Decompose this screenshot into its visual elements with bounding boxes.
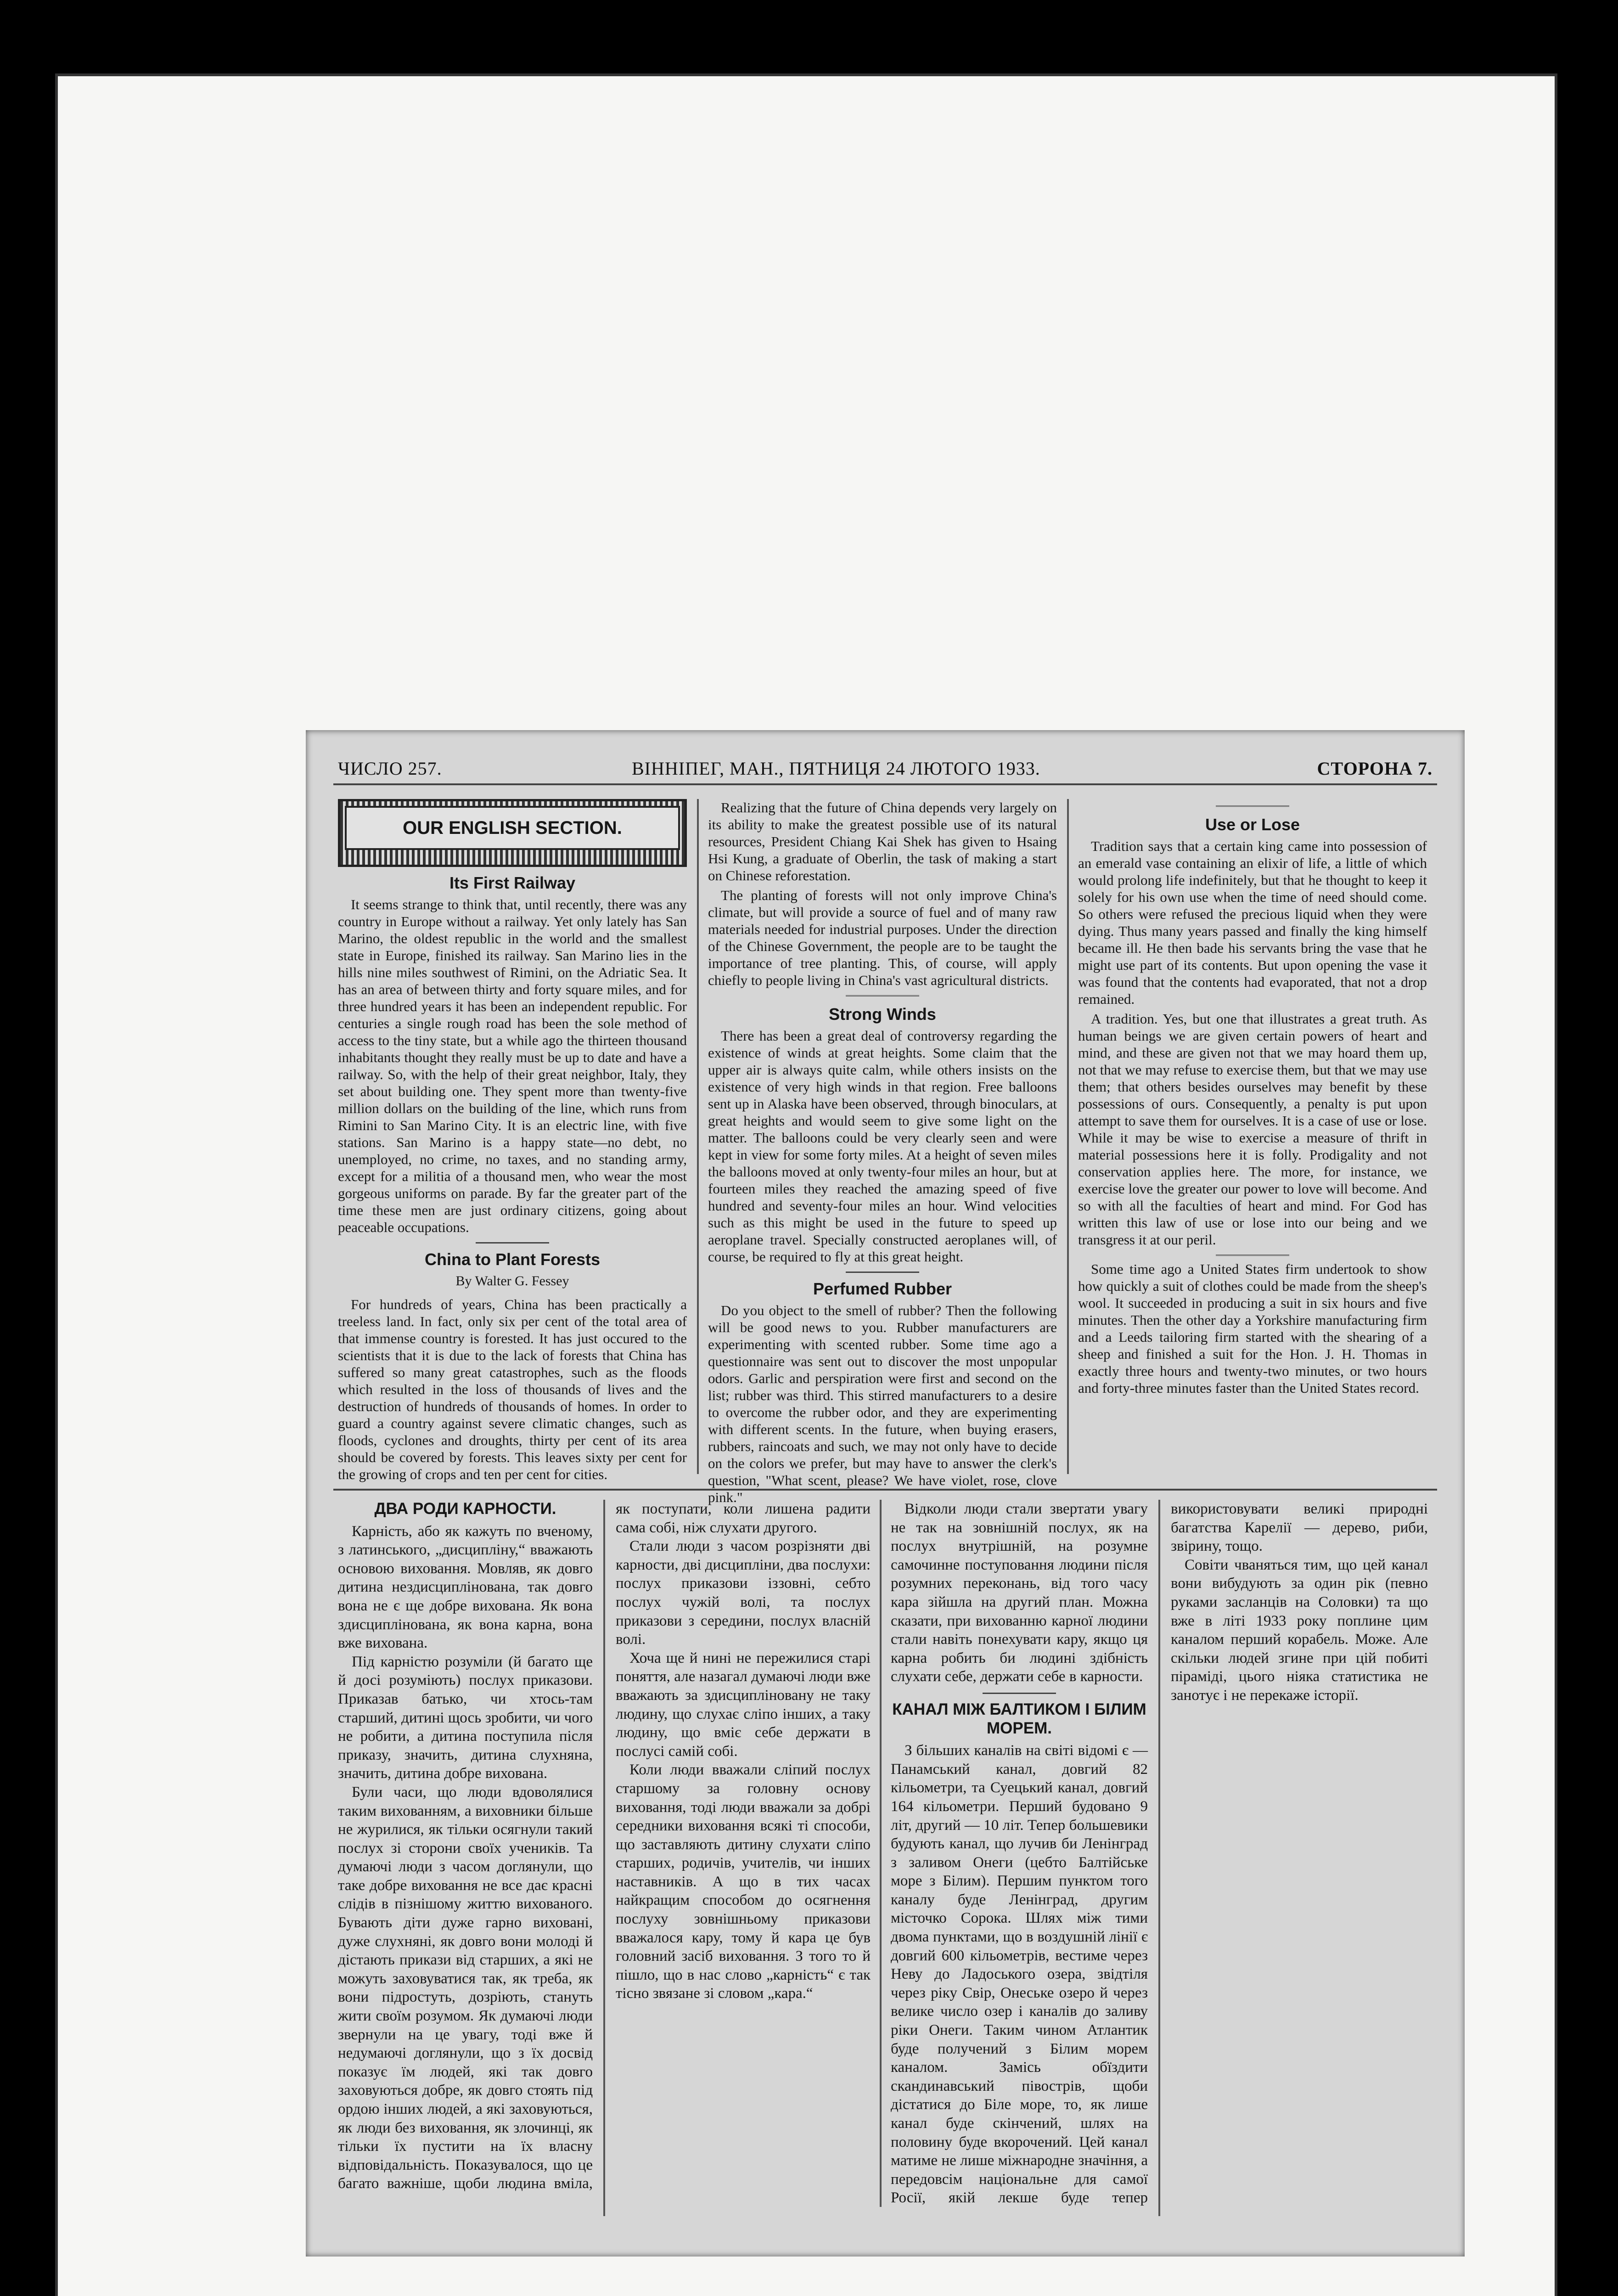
separator — [1216, 805, 1289, 809]
separator — [1216, 1255, 1289, 1258]
article-title: Its First Railway — [449, 873, 576, 892]
article-paragraph: Tradition says that a certain king came into possession of an emerald vase containing an elixir of life, a little of which would prolong life indefinitely, but that he thought to keep it solely for his own use when the time of need should come. So others were refused the precious liquid when they were dying. Thus many years passed and finally the king himself became ill. He then bade his servants bring the vase that he might use part of its contents. But upon opening the vase it was found that the contents had evaporated, that not a drop remained. — [1078, 838, 1427, 1007]
article-paragraph: Карність, або як кажуть по вченому, з латинського, „дисципліну,“ вважають основою виховання. Мовляв, як довго дитина нездисциплінована, так довго вона не є ще добре вихована. Як вона здисциплінована, як вона карна, вона вже вихована. — [338, 1523, 593, 1652]
article-paragraph: Хоча ще й нині не пережилися старі поняття, але назагал думаючі люди вже вважають за здисципліновану не таку людину, що слухає сліпо інших, а таку людину, що вміє себе держати в послусі самій собі. — [616, 1649, 871, 1760]
article-paragraph: Були часи, що люди вдоволялися таким вихованням, а виховники більше не журилися, як тільки осягнули такий послух зі сторони своїх учеників. Та думаючі люди з часом доглянули, що таке добре виховання не все дає красні слідів в пізнішому життю вихованого. Бувають діти дуже гарно виховані, дуже слухняні, як довго вони молоді й дістають прикази від старших, а які не можуть заховуватися так, як треба, як вони підростуть, дозріють, стануть жити своїм розумом. Як думаючі люди звернули на це увагу, тоді вже й недумаючі доглянули, що з їх досвід показує їм людей, які так довго заховуються добре, як довго стоять під ордою інших людей, а які заховуються, як люди без виховання, як злочинці, як тільки їх пустити на їх власну відповідальність. Показувалося, що це багато важніше, щоби людина вміла, як поступати, коли лишена радити сама собі, ніж слухати другого. — [338, 1501, 871, 2192]
article-paragraph: Realizing that the future of China depends very largely on its ability to make the greatest possible use of its natural resources, President Chiang Kai Shek has given to Hsaing Hsi Kung, a graduate of Oberlin, the task of making a start on Chinese reforestation. — [708, 799, 1057, 884]
separator — [846, 995, 919, 998]
column-rule — [1067, 799, 1069, 1474]
article-paragraph: Під карністю розуміли (й багато ще й досі розуміють) послух приказови. Приказав батько, чи хтось-там старший, дитині щось зробити, чи чого не робити, а дитина поступила після приказу, значить, дитина слухняна, значить, дитина добре вихована. — [338, 1653, 593, 1782]
article-title: Perfumed Rubber — [813, 1279, 952, 1298]
separator — [983, 1693, 1056, 1694]
article-byline: By Walter G. Fessey — [455, 1273, 569, 1289]
english-column-3 — [1078, 799, 1427, 1479]
article-paragraph: A tradition. Yes, but one that illustrates a great truth. As human beings we are given certain powers of heart and mind, and these are given not that we may hoard them up, not that we may refuse to exercise them, but that we may use them; that others besides ourselves may benefit by these possessions of ours. Consequently, a penalty is put upon attempt to save them for ourselves. It is a case of use or lose. While it may be wise to exercise a measure of thrift in material possessions here it is folly. Prodigality and not conservation applies here. The more, for instance, we exercise love the greater our power to love will become. And so with all the faculties of heart and mind. For God has written this law of use or lose into our being and we transgress it at our peril. — [1078, 1011, 1427, 1248]
article-paragraph: З більших каналів на світі відомі є — Панамський канал, довгий 82 кільометри, та Суецький канал, довгий 164 кільометри. Перший будовано 9 літ, другий — 10 літ. Тепер большевики будують канал, що лучив би Ленінград з заливом Онеги (цебто Балтійське море з Білим). Першим пунктом того каналу буде Ленінград, другим місточко Сорока. Шлях між тими двома пунктами, що в воздушній лінії є довгий 600 кільометрів, вестиме через Неву до Ладоського озера, звідтіля через ріку Свір, Онеське озеро й через велике число озер і каналів до заливу ріки Онеги. Таким чином Атлантик буде получений з Білим морем каналом. Замісь обїздити скандинавський півострів, щоби дістатися до Біле море, то, як лише канал буде скінчений, шлях на половину буде вкорочений. Цей канал матиме не лише міжнародне значіння, а передовсім національне для самої Росії, якій лекше буде тепер використовувати великі природні багатства Карелії — дерево, риби, звірину, тощо. — [891, 1501, 1428, 2206]
article-paragraph: It seems strange to think that, until recently, there was any country in Europe without a railway. Yet only lately has San Marino, the oldest republic in the world and the smallest state in Europe, finished its railway. San Marino lies in the hills nine miles southwest of Rimini, on the Adriatic Sea. It has an area of between thirty and forty square miles, and for three hundred years it has been an independent republic. For centuries a single rough road has been the sole method of access to the tiny state, but a while ago the thirteen thousand inhabitants thought they really must be up to date and have a railway. So, with the help of their great neighbor, Italy, they set about building one. They spent more than twenty-five million dollars on the building of the line, which runs from Rimini to San Marino City. It is an electric line, with five stations. San Marino is a happy state—no debt, no unemployed, no crime, no taxes, and no standing army, except for a militia of a thousand men, who wear the most gorgeous uniforms on parade. By far the greater part of the time these men are just ordinary citizens, going about peaceable occupations. — [338, 896, 687, 1235]
issue-number: ЧИСЛО 257. — [338, 758, 442, 779]
article-title: China to Plant Forests — [424, 1250, 601, 1269]
column-rule — [880, 1500, 882, 2207]
column-rule — [697, 799, 699, 1474]
article-title: Use or Lose — [1205, 815, 1300, 834]
article-paragraph: For hundreds of years, China has been practically a treeless land. In fact, only six per cent of the total area of that immense country is forested. It has just occured to the scientists that it is due to the lack of forests that China has suffered so many great catastrophes, such as the floods which resulted in the loss of thousands of lives and the destruction of hundreds of thousands of homes. In order to guard a country against severe climatic changes, such as floods, cyclones and droughts, thirty per cent of its area should be covered by forests. This leaves sixty per cent for the growing of crops and ten per cent for cities. — [338, 1296, 687, 1482]
article-title: КАНАЛ МІЖ БАЛТИКОМ І БІЛИМ МОРЕМ. — [892, 1700, 1146, 1737]
ukrainian-kanal-columns — [891, 1500, 1428, 2216]
microfilm-frame — [55, 73, 1557, 2296]
newspaper-page — [306, 730, 1465, 2257]
separator — [846, 1272, 919, 1273]
article-title: ДВА РОДИ КАРНОСТИ. — [374, 1500, 556, 1518]
masthead-rule — [333, 783, 1437, 785]
page-number: СТОРОНА 7. — [1317, 758, 1433, 779]
article-paragraph: There has been a great deal of controversy regarding the existence of winds at great heights. Some claim that the upper air is always quite calm, while others insists on the existence of very high winds in that region. Free balloons sent up in Alaska have been observed, through binoculars, at great heights and would seem to give some light on the matter. The balloons could be very clearly seen and were kept in view for some forty miles. At a height of seven miles the balloons moved at only twenty-four miles an hour, but at fourteen miles they reached the amazing speed of five hundred and seventy-four miles an hour. Wind velocities such as this might be used in the future to speed up aeroplane travel. Specially constructed aeroplanes will, of course, be required to fly at this great height. — [708, 1028, 1057, 1265]
article-paragraph: Коли люди вважали сліпий послух старшому за головну основу виховання, тоді люди вважали за добрі середники виховання всякі ті способи, що заставляють дитину слухати сліпо старших, родичів, учителів, чи інших наставників. А що в тих часах найкращим способом до осягнення послуху зовнішньому приказови вважалося кару, тому й кара це був головний засіб виховання. З того то й пішло, що в нас слово „карність“ є так тісно звязане зі словом „кара.“ — [616, 1761, 871, 2002]
separator — [476, 1242, 549, 1244]
article-paragraph: Some time ago a United States firm undertook to show how quickly a suit of clothes could be made from the sheep's wool. It succeeded in producing a suit in six hours and five minutes. Then the other day a Yorkshire manufacturing firm and a Leeds tailoring firm started with the shearing of a sheep and finished a suit for the Hon. J. H. Thomas in exactly three hours and twenty-two minutes, or two hours and forty-three minutes faster than the United States record. — [1078, 1261, 1427, 1396]
ukrainian-karnist-columns — [338, 1500, 871, 2216]
english-section-title: OUR ENGLISH SECTION. — [345, 806, 680, 850]
english-column-2 — [708, 799, 1057, 1505]
english-column-1 — [338, 799, 687, 1482]
dateline: ВІННІПЕГ, МАН., ПЯТНИЦЯ 24 ЛЮТОГО 1933. — [632, 758, 1040, 779]
english-section-banner — [338, 799, 687, 867]
article-paragraph: The planting of forests will not only improve China's climate, but will provide a source of fuel and of many raw materials needed for industrial purposes. Under the direction of the Chinese Government, the people are to be taught the importance of tree planting. This, of course, will apply chiefly to people living in China's vast agricultural districts. — [708, 887, 1057, 988]
article-paragraph: Стали люди з часом розрізняти дві карности, дві дисципліни, два послухи: послух приказови іззовні, себто послух чужій волі, та послух приказови з середини, послух власній волі. — [616, 1538, 871, 1648]
article-paragraph: Відколи люди стали звертати увагу не так на зовнішній послух, як на послух внутрішній, на розумне самочинне поступовання людини після розумних переконань, від того часу кара зійшла на другий план. Можна сказати, при вихованню карної людини стали навіть понехувати кару, якщо ця карна робить би людині здібність слухати себе, держати себе в карности. — [891, 1501, 1148, 1685]
section-rule — [333, 1489, 1437, 1491]
article-paragraph: Совіти чваняться тим, що цей канал вони вибудують за один рік (певно руками засланців на Соловки) та що вже в літі 1933 року поплине цим каналом перший корабель. Може. Але скільки людей згине при цій побиті піраміді, цього ніяка статистика не занотує і не перекаже історії. — [1171, 1556, 1428, 1704]
article-title: Strong Winds — [829, 1005, 936, 1024]
article-paragraph: Do you object to the smell of rubber? Then the following will be good news to you. Rubber manufacturers are experimenting with scented rubber. Some time ago a questionnaire was sent out to discover the most unpopular odors. Garlic and perspiration were first and second on the list; rubber was third. This stirred manufacturers to a desire to overcome the rubber odor, and they are experimenting with different scents. In the future, when buying erasers, rubbers, raincoats and such, we may not only have to decide on the colors we prefer, but may have to answer the clerk's question, "What scent, please? We have violet, rose, clove pink." — [708, 1302, 1057, 1505]
